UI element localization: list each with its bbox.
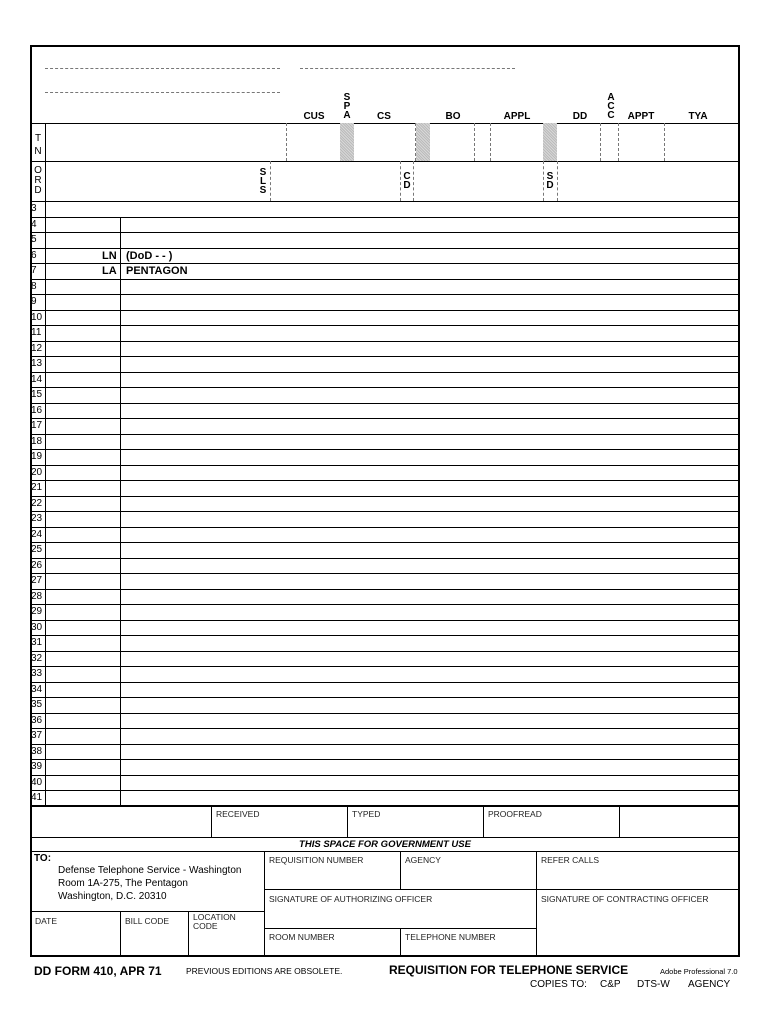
top-entry-line-2[interactable] <box>300 68 515 69</box>
line-number: 40 <box>31 776 43 788</box>
line-row[interactable] <box>45 697 740 713</box>
line6-text[interactable]: (DoD - - ) <box>126 250 173 262</box>
line-row[interactable] <box>45 418 740 434</box>
line-number: 39 <box>31 761 43 772</box>
date-label: DATE <box>35 916 58 926</box>
col-cus: CUS <box>303 111 325 122</box>
line-number: 30 <box>31 621 43 633</box>
sig-authorizing-label: SIGNATURE OF AUTHORIZING OFFICER <box>269 894 433 904</box>
line-row[interactable] <box>45 201 740 217</box>
top-entry-line-3[interactable] <box>45 92 280 93</box>
line-number: 31 <box>31 637 43 648</box>
line-row[interactable] <box>45 325 740 341</box>
line-number: 13 <box>31 358 43 369</box>
line-number: 26 <box>31 559 43 571</box>
ord-label: ORD <box>34 165 42 196</box>
refer-calls-label: REFER CALLS <box>541 855 600 865</box>
line-row[interactable] <box>45 713 740 729</box>
line-row[interactable] <box>45 217 740 233</box>
agency-label: AGENCY <box>405 855 441 865</box>
line-number: 24 <box>31 528 43 540</box>
line-number: 29 <box>31 606 43 617</box>
top-entry-line-1[interactable] <box>45 68 280 69</box>
line-row[interactable] <box>45 589 740 605</box>
line-number: 18 <box>31 435 43 447</box>
col-acc: ACC <box>607 92 615 121</box>
col-appl: APPL <box>503 111 531 122</box>
line-number: 7 <box>31 265 37 276</box>
telephone-number-label: TELEPHONE NUMBER <box>405 932 496 942</box>
col-spa: SPA <box>343 92 351 121</box>
col-tya: TYA <box>688 111 708 122</box>
to-address-line2: Room 1A-275, The Pentagon <box>58 878 188 889</box>
line-number: 33 <box>31 668 43 679</box>
line-number: 10 <box>31 311 43 323</box>
line-row[interactable] <box>45 496 740 512</box>
line-number: 34 <box>31 683 43 695</box>
line-row[interactable] <box>45 790 740 806</box>
typed-label: TYPED <box>352 809 381 819</box>
line6-code: LN <box>102 250 117 262</box>
location-code-label: LOCATION CODE <box>193 912 236 931</box>
line-number: 41 <box>31 792 43 803</box>
line-number: 28 <box>31 590 43 602</box>
line-row[interactable] <box>45 604 740 620</box>
line-number: 36 <box>31 714 43 726</box>
line-row[interactable] <box>45 635 740 651</box>
line-row[interactable] <box>45 449 740 465</box>
line-row[interactable] <box>45 434 740 450</box>
line-row[interactable] <box>45 372 740 388</box>
line-row[interactable] <box>45 279 740 295</box>
copy-agency: AGENCY <box>688 979 731 990</box>
line-row[interactable] <box>45 480 740 496</box>
line-row[interactable] <box>45 403 740 419</box>
line-number: 4 <box>31 218 37 230</box>
cs-shaded-cell <box>416 123 430 161</box>
line-number: 15 <box>31 389 43 400</box>
line-number: 27 <box>31 575 43 586</box>
line-number: 19 <box>31 451 43 462</box>
col-appt: APPT <box>627 111 655 122</box>
form-id: DD FORM 410, APR 71 <box>34 964 162 978</box>
line-number: 20 <box>31 466 43 478</box>
line-row[interactable] <box>45 341 740 357</box>
line-row[interactable] <box>45 527 740 543</box>
line-row[interactable] <box>45 759 740 775</box>
line-number: 12 <box>31 342 43 354</box>
line-number: 3 <box>31 203 37 214</box>
line-row[interactable] <box>45 387 740 403</box>
received-label: RECEIVED <box>216 809 260 819</box>
line-row[interactable] <box>45 744 740 760</box>
form-title: REQUISITION FOR TELEPHONE SERVICE <box>389 963 629 977</box>
line-row[interactable] <box>45 775 740 791</box>
sd-label: SD <box>546 171 554 191</box>
to-address-line1: Defense Telephone Service - Washington <box>58 865 242 876</box>
copy-dtsw: DTS-W <box>637 979 670 990</box>
line-number: 16 <box>31 404 43 416</box>
line-number: 5 <box>31 234 37 245</box>
line-number: 17 <box>31 420 43 431</box>
line-number: 21 <box>31 482 43 493</box>
line-row[interactable] <box>45 465 740 481</box>
to-label: TO: <box>34 853 52 864</box>
line-number: 38 <box>31 745 43 757</box>
proofread-label: PROOFREAD <box>488 809 542 819</box>
col-dd: DD <box>572 111 588 122</box>
sls-label: SLS <box>259 167 267 196</box>
col-cs: CS <box>377 111 391 122</box>
line7-text[interactable]: PENTAGON <box>126 265 188 277</box>
cd-label: CD <box>403 171 411 191</box>
copy-cp: C&P <box>600 979 621 990</box>
line-number: 8 <box>31 280 37 292</box>
obsolete-notice: PREVIOUS EDITIONS ARE OBSOLETE. <box>186 966 343 976</box>
tn-label: TN <box>34 133 42 157</box>
line-row[interactable] <box>45 682 740 698</box>
line-row[interactable] <box>45 232 740 248</box>
appl-shaded-cell <box>543 123 557 161</box>
room-number-label: ROOM NUMBER <box>269 932 335 942</box>
line-row[interactable] <box>45 310 740 326</box>
line-number: 23 <box>31 513 43 524</box>
adobe-version: Adobe Professional 7.0 <box>660 967 738 976</box>
line-row[interactable] <box>45 558 740 574</box>
line-row[interactable] <box>45 666 740 682</box>
line-row[interactable] <box>45 573 740 589</box>
line-number: 25 <box>31 544 43 555</box>
line-number: 35 <box>31 699 43 710</box>
line-number: 9 <box>31 296 37 307</box>
sig-contracting-label: SIGNATURE OF CONTRACTING OFFICER <box>541 894 709 904</box>
col-bo: BO <box>445 111 461 122</box>
line-row[interactable] <box>45 511 740 527</box>
line-row[interactable] <box>45 356 740 372</box>
copies-to-label: COPIES TO: <box>530 979 587 990</box>
gov-use-heading: THIS SPACE FOR GOVERNMENT USE <box>299 839 471 850</box>
line7-code: LA <box>102 265 117 277</box>
line-row[interactable] <box>45 728 740 744</box>
bill-code-label: BILL CODE <box>125 916 170 926</box>
requisition-number-label: REQUISITION NUMBER <box>269 855 364 865</box>
line-row[interactable] <box>45 651 740 667</box>
to-address-line3: Washington, D.C. 20310 <box>58 891 167 902</box>
line-row[interactable] <box>45 620 740 636</box>
line-number: 32 <box>31 652 43 664</box>
line-number: 37 <box>31 730 43 741</box>
line-row[interactable] <box>45 294 740 310</box>
line-row[interactable] <box>45 542 740 558</box>
spa-shaded-cell <box>340 123 354 161</box>
line-number: 6 <box>31 249 37 261</box>
line-number: 14 <box>31 373 43 385</box>
line-number: 22 <box>31 497 43 509</box>
line-number: 11 <box>31 327 42 338</box>
